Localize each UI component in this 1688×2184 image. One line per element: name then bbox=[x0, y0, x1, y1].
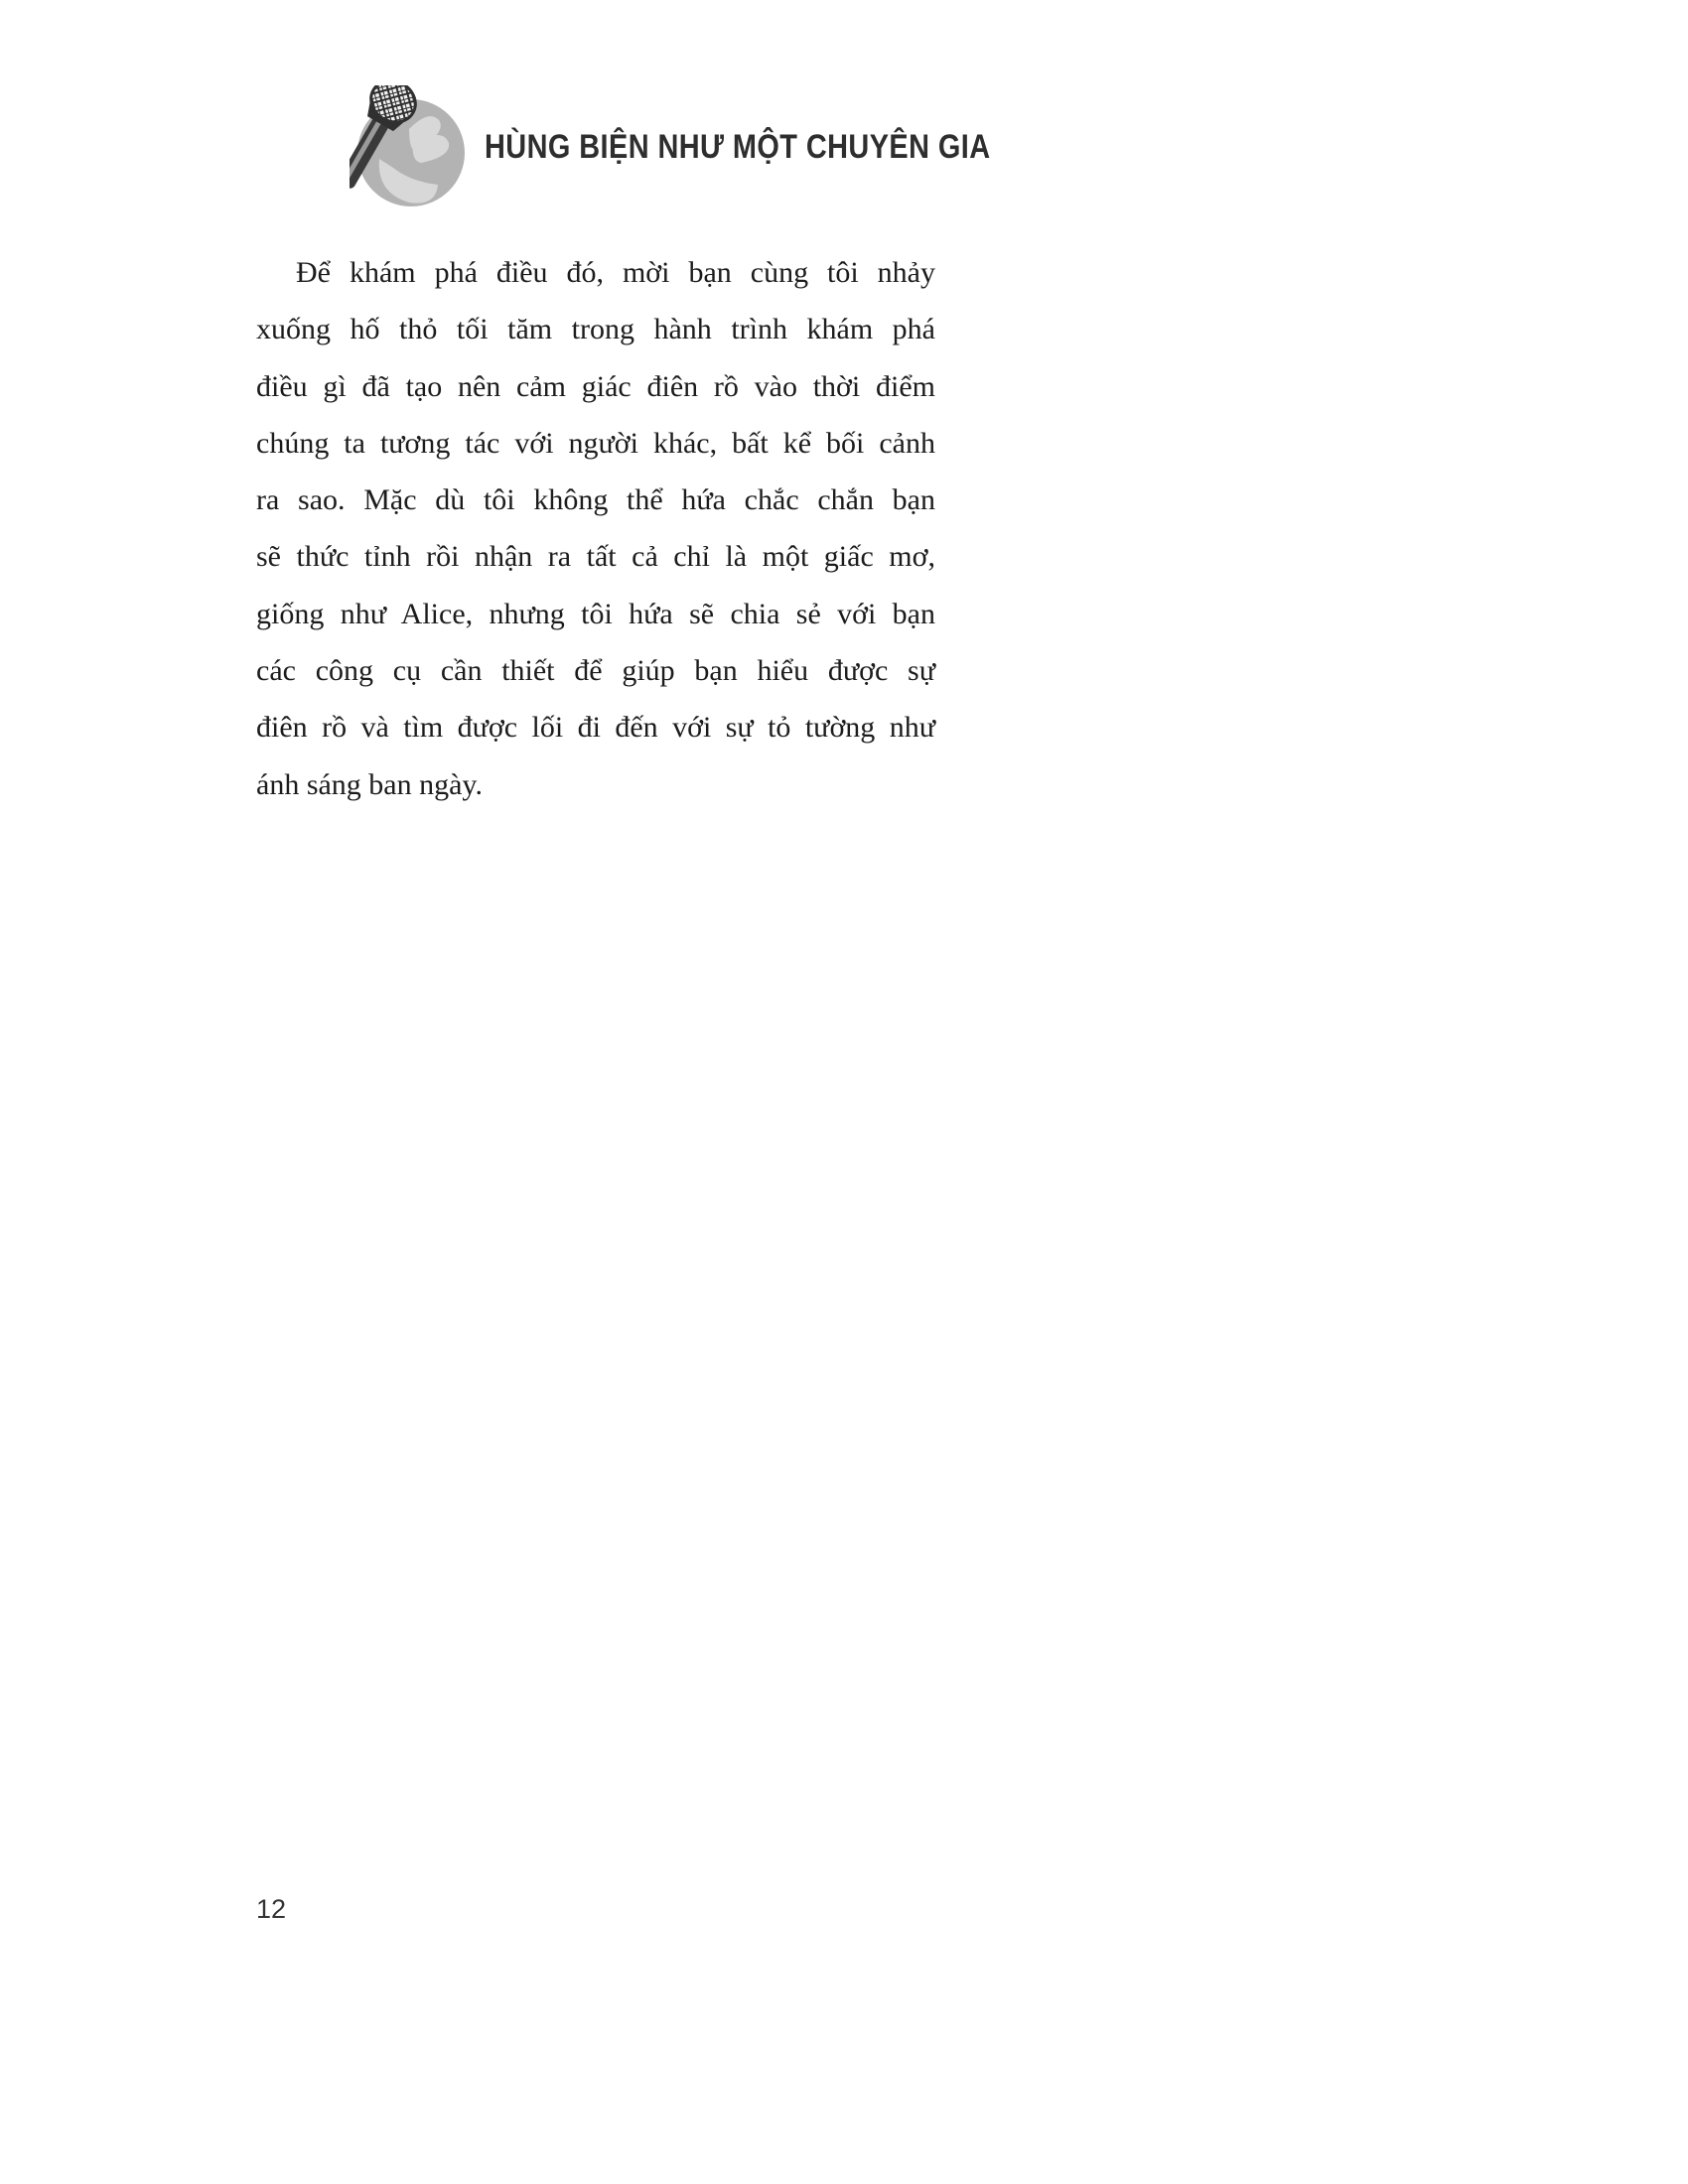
running-header-title: HÙNG BIỆN NHƯ MỘT CHUYÊN GIA bbox=[485, 127, 991, 166]
paragraph-line: ánh sáng ban ngày. bbox=[256, 767, 483, 801]
paragraph-line: xuống hố thỏ tối tăm trong hành trình khám phá bbox=[256, 313, 935, 346]
paragraph-line: chúng ta tương tác với người khác, bất kể bối cảnh bbox=[256, 426, 935, 460]
paragraph bbox=[256, 244, 935, 813]
microphone-icon bbox=[350, 85, 467, 208]
running-header bbox=[350, 85, 1079, 208]
paragraph-line: Để khám phá điều đó, mời bạn cùng tôi nhảy bbox=[296, 256, 935, 289]
page-number: 12 bbox=[256, 1894, 287, 1924]
paragraph-line: điều gì đã tạo nên cảm giác điên rồ vào thời điểm bbox=[256, 369, 935, 403]
paragraph-line: các công cụ cần thiết để giúp bạn hiểu được sự bbox=[256, 654, 935, 688]
paragraph-line: điên rồ và tìm được lối đi đến với sự tỏ tường như bbox=[256, 711, 935, 745]
paragraph-line: sẽ thức tỉnh rồi nhận ra tất cả chỉ là một giấc mơ, bbox=[256, 540, 935, 574]
paragraph-line: ra sao. Mặc dù tôi không thể hứa chắc chắn bạn bbox=[256, 483, 935, 517]
paragraph-line: giống như Alice, nhưng tôi hứa sẽ chia sẻ với bạn bbox=[256, 597, 935, 630]
